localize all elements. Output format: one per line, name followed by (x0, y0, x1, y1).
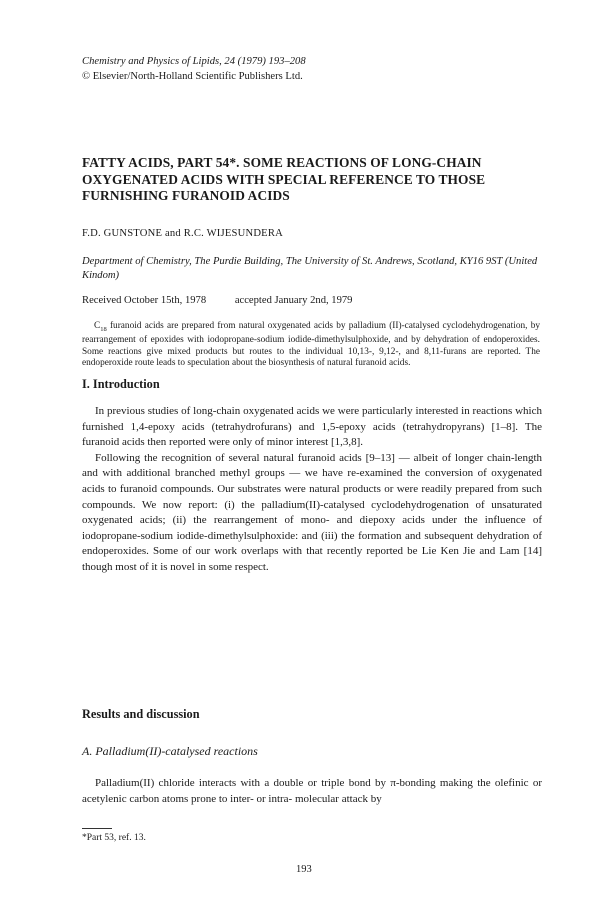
section-heading-results: Results and discussion (82, 707, 200, 721)
footnote: *Part 53, ref. 13. (82, 833, 146, 843)
article-title: FATTY ACIDS, PART 54*. SOME REACTIONS OF LONG-CHAIN OXYGENATED ACIDS WITH SPECIAL REFERENCE TO THOSE FURNISHING FURANOID ACIDS (82, 155, 486, 203)
journal-citation (82, 54, 306, 84)
palladium-paragraph-1: Palladium(II) chloride interacts with a double or triple bond by π-bonding making the olefinic or acetylenic carbon atoms prone to inter- or intra- molecular attack by (82, 777, 542, 805)
page-number: 193 (296, 864, 312, 875)
author-line: F.D. GUNSTONE and R.C. WIJESUNDERA (82, 228, 283, 239)
subsection-heading-palladium: A. Palladium(II)-catalysed reactions (82, 744, 258, 758)
received-dates (82, 295, 352, 306)
accepted-date: accepted January 2nd, 1979 (234, 295, 353, 306)
abstract-c-subscript: 18 (100, 325, 107, 333)
affiliation: Department of Chemistry, The Purdie Building, The University of St. Andrews, Scotland, KY16 9ST (United Kindom) (82, 256, 538, 281)
copyright-line: © Elsevier/North-Holland Scientific Publishers Ltd. (82, 71, 303, 82)
section-heading-introduction: I. Introduction (82, 377, 160, 391)
footnote-rule (82, 828, 112, 829)
abstract (82, 321, 540, 370)
journal-reference: Chemistry and Physics of Lipids, 24 (1979) 193–208 (82, 56, 306, 67)
introduction-body (82, 404, 542, 576)
intro-paragraph-1: In previous studies of long-chain oxygenated acids we were particularly interested in reactions which furnished 1,4-epoxy acids (tetrahydrofurans) and 1,5-epoxy acids (tetrahydropyrans) [1–8]. The furanoid acids then reported were only of minor interest [1,3,8]. (82, 405, 542, 449)
palladium-body (82, 776, 542, 807)
abstract-c: C (94, 321, 101, 331)
received-date: Received October 15th, 1978 (82, 295, 207, 306)
abstract-text: furanoid acids are prepared from natural oxygenated acids by palladium (II)-catalysed cyclodehydrogenation, by rearrangement of epoxides with iodopropane-sodium iodide-dimethylsulphoxide, and by dehydration of endoperoxides. Some reactions give mixed products but routes to the individual 10,13-, 9,12-, and 8,11-furans are reported. The endoperoxide route leads to speculation about the biosynthesis of natural furanoid acids. (82, 321, 540, 369)
intro-paragraph-2: Following the recognition of several natural furanoid acids [9–13] — albeit of longer chain-length and with additional branched methyl groups — we have re-examined the conversion of oxygenated acids to furanoid compounds. Our substrates were natural products or were readily prepared from such compounds. We now report: (i) the palladium(II)-catalysed cyclodehydrogenation of unsaturated oxygenated acids; (ii) the rearrangement of mono- and diepoxy acids under the influence of iodopropane-sodium iodide-dimethylsulphoxide: and (iii) the formation and subsequent dehydration of endoperoxides. Some of our work overlaps with that recently reported be Lie Ken Jie and Lam [14] though most of it is novel in some respect. (82, 451, 542, 573)
